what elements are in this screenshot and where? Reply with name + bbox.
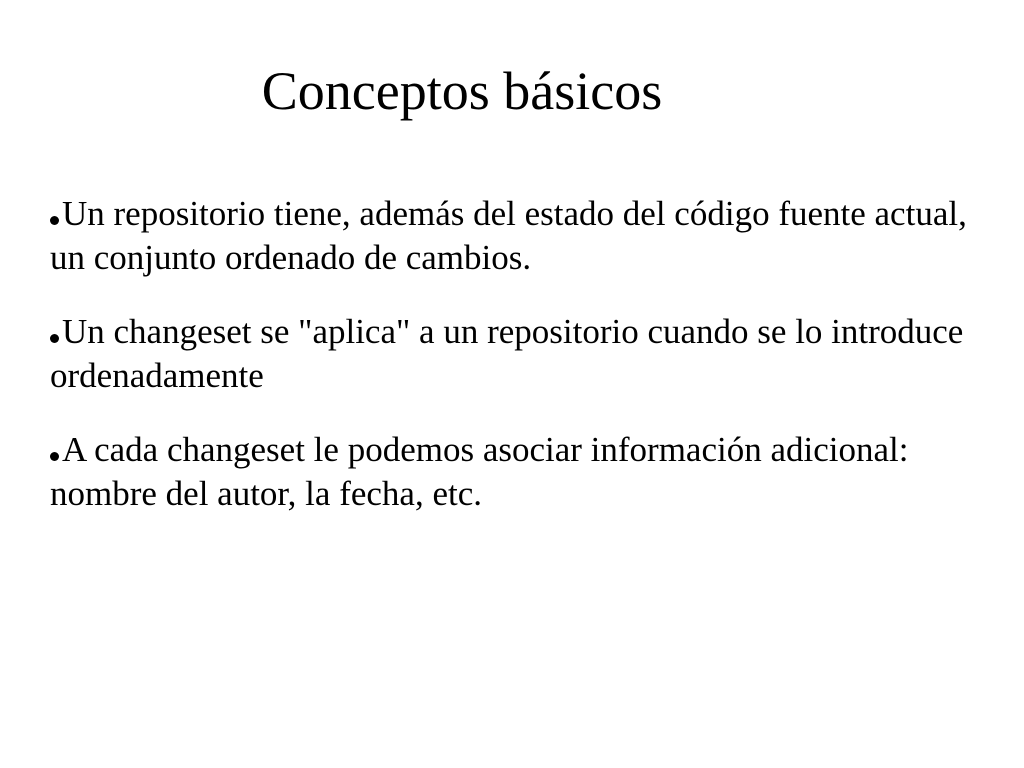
bullet-list bbox=[50, 192, 990, 546]
bullet-item bbox=[50, 310, 990, 398]
bullet-item bbox=[50, 428, 990, 516]
bullet-item bbox=[50, 192, 990, 280]
slide-title: Conceptos básicos bbox=[261, 61, 663, 121]
bullet-text: Un repositorio tiene, además del estado del código fuente actual, un conjunto ordenado de cambios. bbox=[50, 194, 967, 277]
bullet-dot-icon bbox=[50, 452, 59, 461]
bullet-text: A cada changeset le podemos asociar información adicional: nombre del autor, la fecha, etc. bbox=[50, 430, 909, 513]
bullet-dot-icon bbox=[50, 334, 59, 343]
bullet-dot-icon bbox=[50, 216, 59, 225]
bullet-text: Un changeset se "aplica" a un repositorio cuando se lo introduce ordenadamente bbox=[50, 312, 964, 395]
